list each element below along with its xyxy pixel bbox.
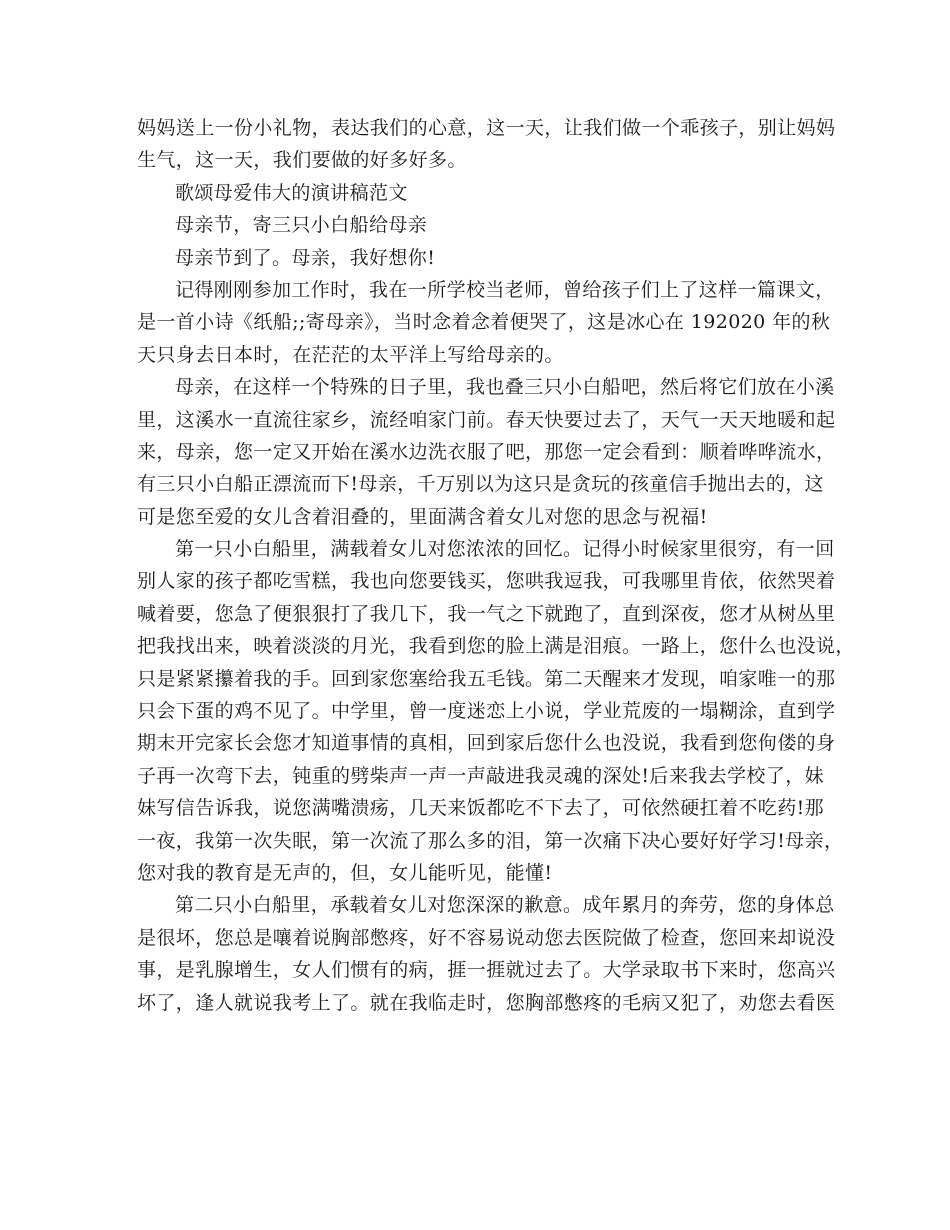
text-line: 喊着要，您急了便狠狠打了我几下，我一气之下就跑了，直到深夜，您才从树丛里 [137,602,836,625]
text-line: 妈妈送上一份小礼物，表达我们的心意，这一天，让我们做一个乖孩子，别让妈妈 [137,117,836,139]
text-line: 有三只小白船正漂流而下!母亲，千万别以为这只是贪玩的孩童信手抛出去的，这 [137,473,825,496]
body-text [137,112,855,1019]
text-line: 只会下蛋的鸡不见了。中学里，曾一度迷恋上小说，学业荒废的一塌糊涂，直到学 [137,700,836,723]
text-line: 里，这溪水一直流往家乡，流经咱家门前。春天快要过去了，天气一天天地暖和起 [137,408,836,431]
text-line: 妹写信告诉我，说您满嘴溃疡，几天来饭都吃不下去了，可依然硬扛着不吃药!那 [137,797,825,820]
text-line: 记得刚刚参加工作时，我在一所学校当老师，曾给孩子们上了这样一篇课文， [175,278,835,301]
text-line: 只是紧紧攥着我的手。回到家您塞给我五毛钱。第二天醒来才发现，咱家唯一的那 [137,667,836,690]
text-line: 一夜，我第一次失眠，第一次流了那么多的泪，第一次痛下决心要好好学习!母亲， [137,829,844,852]
text-line: 母亲节到了。母亲，我好想你! [175,246,436,269]
text-line: 坏了，逢人就说我考上了。就在我临走时，您胸部憋疼的毛病又犯了，劝您去看医 [137,991,836,1014]
text-line: 母亲，在这样一个特殊的日子里，我也叠三只小白船吧，然后将它们放在小溪 [175,376,835,399]
text-line: 母亲节，寄三只小白船给母亲 [175,214,428,237]
text-line: 您对我的教育是无声的，但，女儿能听见，能懂! [137,861,553,884]
text-line: 把我找出来，映着淡淡的月光，我看到您的脸上满是泪痕。一路上，您什么也没说， [137,635,855,658]
text-line: 期末开完家长会您才知道事情的真相，回到家后您什么也没说，我看到您佝偻的身 [137,732,836,755]
text-line: 是一首小诗《纸船;;寄母亲》，当时念着念着便哭了，这是冰心在 192020 年的秋 [137,311,831,334]
text-line: 天只身去日本时，在茫茫的太平洋上写给母亲的。 [137,343,564,366]
text-line: 事，是乳腺增生，女人们惯有的病，捱一捱就过去了。大学录取书下来时，您高兴 [137,959,836,982]
text-line: 歌颂母爱伟大的演讲稿范文 [175,181,408,204]
text-line: 来，母亲，您一定又开始在溪水边洗衣服了吧，那您一定会看到：顺着哗哗流水， [137,440,836,463]
text-line: 别人家的孩子都吃雪糕，我也向您要钱买，您哄我逗我，可我哪里肯依，依然哭着 [137,570,836,593]
text-line: 第二只小白船里，承载着女儿对您深深的歉意。成年累月的奔劳，您的身体总 [175,894,835,917]
text-line: 生气，这一天，我们要做的好多好多。 [137,149,467,172]
text-line: 可是您至爱的女儿含着泪叠的，里面满含着女儿对您的思念与祝福! [137,505,708,528]
text-line: 第一只小白船里，满载着女儿对您浓浓的回忆。记得小时候家里很穷，有一回 [175,538,835,561]
text-line: 是很坏，您总是嚷着说胸部憋疼，好不容易说动您去医院做了检查，您回来却说没 [137,926,836,949]
text-line: 子再一次弯下去，钝重的劈柴声一声一声敲进我灵魂的深处!后来我去学校了，妹 [137,764,825,787]
